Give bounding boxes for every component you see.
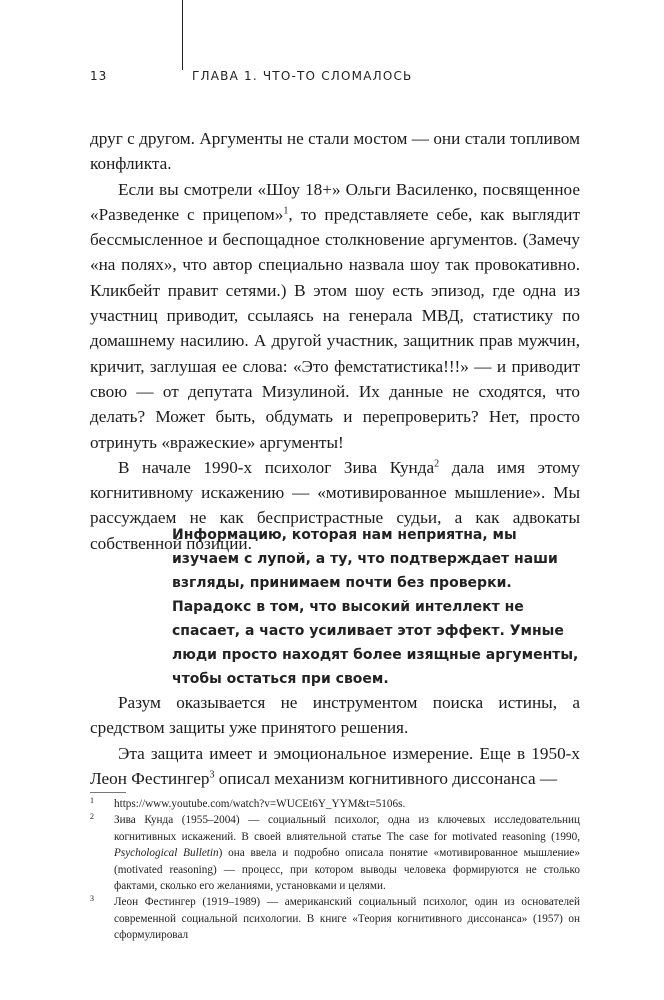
footnote-mark: 3 (90, 894, 94, 904)
running-header-chapter-title: ГЛАВА 1. ЧТО-ТО СЛОМАЛОСЬ (192, 69, 413, 83)
paragraph-text: описал механизм когнитивного диссонанса — (214, 768, 558, 788)
journal-title: Psychological Bulletin (114, 847, 219, 860)
paragraph-text: Если вы смотрели «Шоу 18+» Ольги Василенко, посвященное «Разведенке с прицепом» (90, 179, 580, 224)
footnote-1 (90, 796, 580, 812)
paragraph-text: , то представляете себе, как выглядит бессмысленное и беспощадное столкновение аргументов. (Замечу «на полях», что автор специально назвала шоу так провокативно. Кликбейт правит сетями.) В этом шоу есть эпизод, где одна из участниц приводит, ссылаясь на генерала МВД, статистику по домашнему насилию. А другой участник, защитник прав мужчин, кричит, заглушая ее слова: «Это фемстатистика!!!» — и приводит свою — от депутата Мизулиной. Их данные не сходятся, что делать? Может быть, обдумать и перепроверить? Нет, просто отринуть «вражеские» аргументы! (90, 204, 580, 452)
footnote-ref-1: 1 (283, 205, 289, 217)
footnote-separator (90, 792, 126, 793)
footnote-3 (90, 894, 580, 943)
footnote-ref-2: 2 (434, 458, 440, 470)
paragraph-show (90, 177, 580, 455)
footnote-ref-3: 3 (209, 769, 215, 781)
footnote-text-part: Зива Кунда (1955–2004) — социальный психолог, одна из ключевых исследовательниц когнитивных искажений. В своей влиятельной статье The case for motivated reasoning (1990, (114, 814, 580, 843)
footnote-link-text[interactable]: https://www.youtube.com/watch?v=WUCEt6Y_YYM&t=5106s. (114, 798, 406, 810)
page-number: 13 (90, 69, 108, 83)
paragraph-text: В начале 1990-х психолог Зива Кунда (118, 457, 435, 477)
main-text-block-2 (90, 690, 580, 791)
paragraph-continuation: друг с другом. Аргументы не стали мостом — они стали топливом конфликта. (90, 129, 580, 174)
pull-quote-text: Информацию, которая нам неприятна, мы изучаем с лупой, а ту, что подтверждает наши взгляды, принимаем почти без проверки. Парадокс в том, что высокий интеллект не спасает, а часто усиливает этот эффект. Умные люди просто находят более изящные аргументы, чтобы остаться при своем. (172, 527, 579, 687)
footnote-mark: 1 (90, 796, 94, 805)
footnote-2 (90, 812, 580, 894)
footnote-mark: 2 (90, 812, 94, 822)
header-vertical-rule (182, 0, 183, 70)
paragraph-reason: Разум оказывается не инструментом поиска истины, а средством защиты уже принятого решения. (90, 693, 580, 738)
footnote-text (114, 812, 580, 894)
paragraph-text: дала имя этому когнитивному искажению — «мотивированное мышление». Мы рассуждаем не как беспристрастные судьи, а как адвокаты собственной позиции. (90, 457, 580, 553)
footnote-text: Леон Фестингер (1919–1989) — американский социальный психолог, один из основателей современной социальной психологии. В книге «Теория когнитивного диссонанса» (1957) он сформулировал (114, 896, 580, 942)
main-text-block-1 (90, 126, 580, 556)
paragraph-festinger (90, 741, 580, 792)
paragraph-text: Эта защита имеет и эмоциональное измерение. Еще в 1950-х Леон Фестингер (90, 743, 580, 788)
pull-quote (172, 523, 580, 691)
footnotes (90, 796, 580, 944)
footnote-text-part: ) она ввела и подробно описала понятие «мотивированное мышление» (motivated reasoning) — процесс, при котором выводы человека формируются не столько фактами, сколько его желаниями, установками и целями. (114, 847, 580, 893)
